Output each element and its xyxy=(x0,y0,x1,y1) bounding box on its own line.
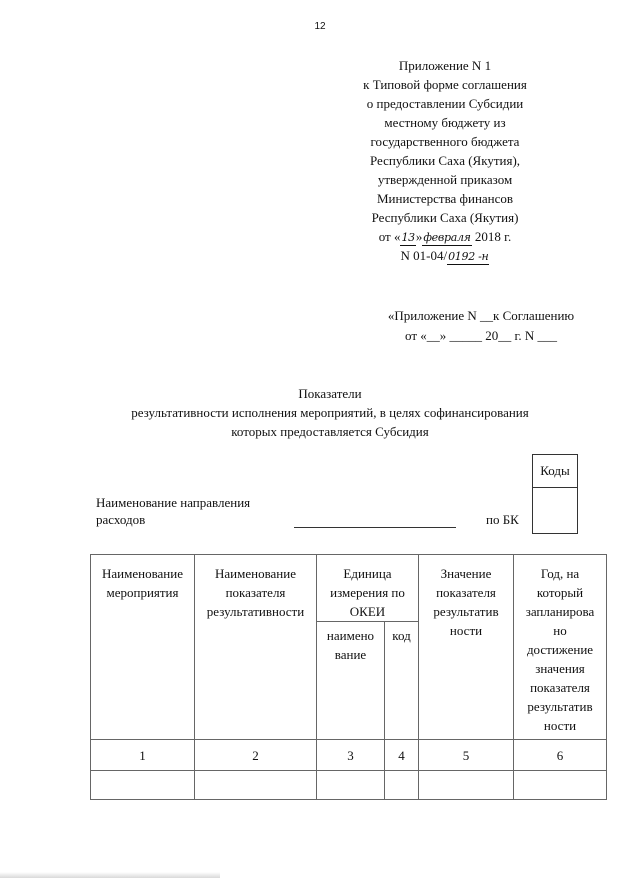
appendix-line: Республики Саха (Якутия) xyxy=(371,210,519,225)
column-number-row xyxy=(91,740,607,771)
table-header-row xyxy=(91,555,607,622)
appendix-line: государственного бюджета xyxy=(370,134,520,149)
header-event-name: Наименование мероприятия xyxy=(91,555,195,740)
appendix-line: Министерства финансов xyxy=(376,191,514,206)
document-title xyxy=(60,384,600,441)
header-unit: Единица измерения по ОКЕИ xyxy=(317,555,419,622)
appendix-header xyxy=(300,56,590,265)
column-number: 4 xyxy=(385,740,419,771)
header-unit-code: код xyxy=(385,622,419,740)
page-number: 12 xyxy=(314,21,326,32)
expense-direction-line: Наименование направления xyxy=(96,495,251,510)
codes-label: Коды xyxy=(533,455,577,488)
order-date-day: 13 xyxy=(401,231,415,244)
expense-direction-blank xyxy=(294,527,456,528)
appendix-line: к Типовой форме соглашения xyxy=(363,77,527,92)
column-number: 3 xyxy=(317,740,385,771)
header-unit-name: наимено вание xyxy=(317,622,385,740)
expense-direction-label xyxy=(96,494,250,528)
title-line: результативности исполнения мероприятий, в целях софинансирования xyxy=(131,405,529,420)
order-number-prefix: N 01-04/ xyxy=(400,248,448,263)
appendix-line: местному бюджету из xyxy=(384,115,506,130)
table-cell xyxy=(385,771,419,800)
order-number-value: 0192 -н xyxy=(448,250,489,263)
order-date xyxy=(300,227,590,246)
order-date-suffix: 2018 г. xyxy=(474,229,512,244)
column-number: 2 xyxy=(195,740,317,771)
table-row xyxy=(91,771,607,800)
bk-label: по БК xyxy=(486,512,519,527)
agreement-reference xyxy=(356,306,606,346)
table-cell xyxy=(91,771,195,800)
title-line: Показатели xyxy=(298,386,362,401)
scan-edge-shadow xyxy=(0,872,220,878)
table-cell xyxy=(419,771,514,800)
header-indicator-name: Наименование показателя результативности xyxy=(195,555,317,740)
order-date-mid: » xyxy=(415,229,423,244)
title-line: которых предоставляется Субсидия xyxy=(231,424,429,439)
table-cell xyxy=(317,771,385,800)
indicators-table xyxy=(90,554,607,800)
column-number: 6 xyxy=(514,740,607,771)
header-year: Год, на который запланирова но достижение значения показателя результатив ности xyxy=(514,555,607,740)
appendix-line: утвержденной приказом xyxy=(377,172,513,187)
table-cell xyxy=(195,771,317,800)
order-date-prefix: от « xyxy=(378,229,401,244)
header-value: Значение показателя результатив ности xyxy=(419,555,514,740)
agreement-reference-line: от «__» _____ 20__ г. N ___ xyxy=(404,328,557,343)
column-number: 5 xyxy=(419,740,514,771)
codes-box xyxy=(532,454,578,534)
expense-direction-line: расходов xyxy=(96,512,146,527)
column-number: 1 xyxy=(91,740,195,771)
agreement-reference-line: «Приложение N __к Соглашению xyxy=(387,308,575,323)
order-number xyxy=(300,246,590,265)
appendix-line: Приложение N 1 xyxy=(398,58,492,73)
order-date-month: февраля xyxy=(423,231,471,244)
table-cell xyxy=(514,771,607,800)
appendix-line: Республики Саха (Якутия), xyxy=(369,153,521,168)
appendix-line: о предоставлении Субсидии xyxy=(366,96,524,111)
